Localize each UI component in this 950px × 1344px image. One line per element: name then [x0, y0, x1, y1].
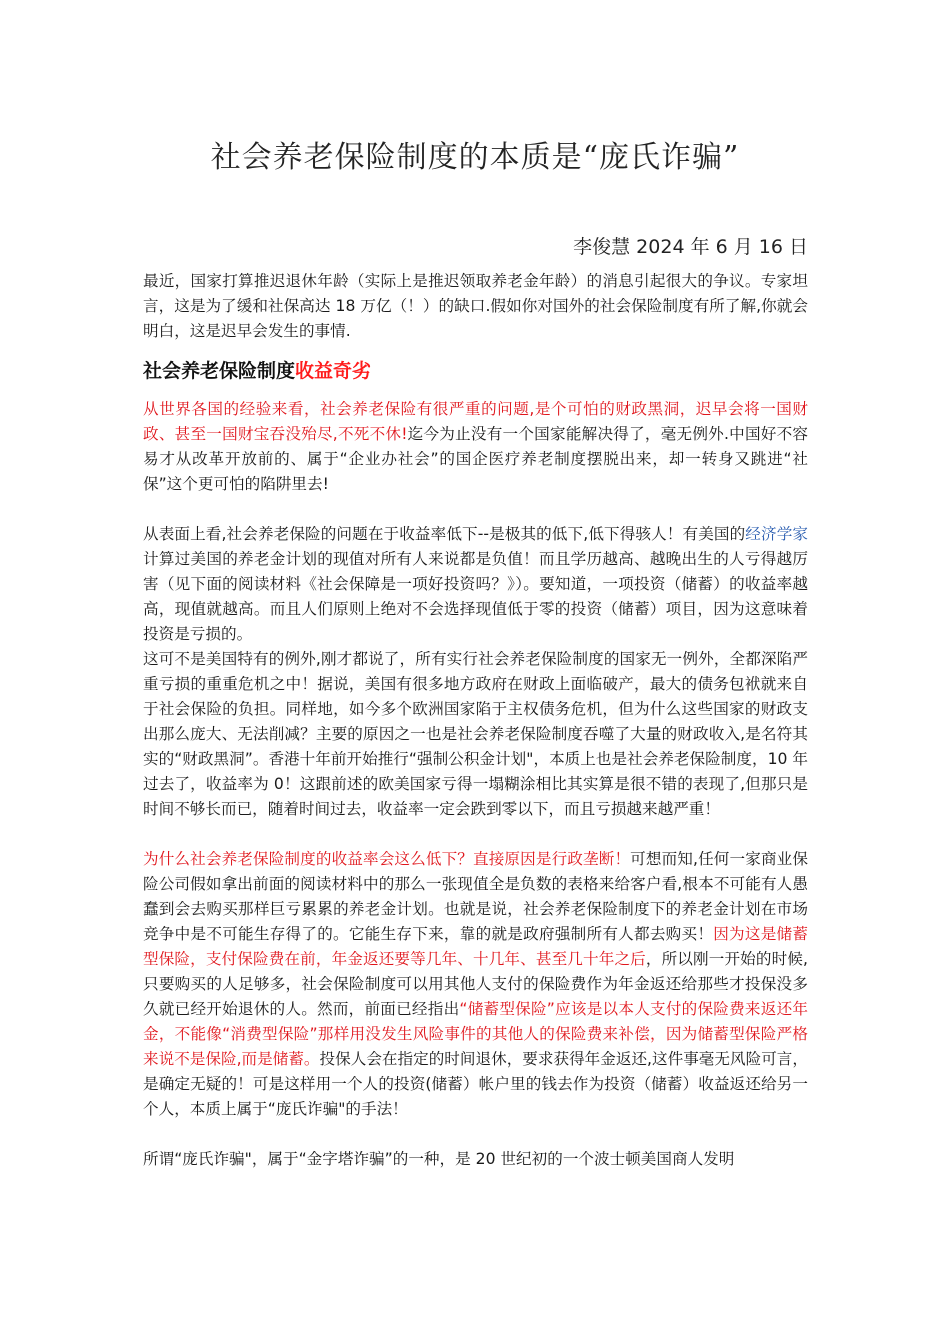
paragraph-2-text-b: 计算过美国的养老金计划的现值对所有人来说都是负值！而且学历越高、越晚出生的人亏得越厉害（见下面的阅读材料《社会保障是一项好投资吗？》）。要知道，一项投资（储蓄）的收益率越高，现值就越高。而且人们原则上绝对不会选择现值低于零的投资（储蓄）项目，因为这意味着投资是亏损的。	[143, 550, 808, 643]
paragraph-2	[143, 522, 808, 647]
main-body	[143, 397, 808, 1172]
paragraph-1-highlight: 从世界各国的经验来看，社会养老保险有很严重的问题,是个可怕的财政黑洞，迟早会将一国财政、甚至一国财宝吞没殆尽,不死不休!	[143, 400, 808, 443]
paragraph-1	[143, 397, 808, 497]
paragraph-4-highlight-1: 为什么社会养老保险制度的收益率会这么低下？直接原因是行政垄断！	[143, 850, 631, 868]
heading-text: 社会养老保险制度	[143, 360, 296, 382]
section-heading	[143, 356, 371, 383]
paragraph-gap	[143, 822, 808, 847]
heading-highlight: 收益奇劣	[295, 360, 372, 382]
paragraph-3: 这可不是美国特有的例外,刚才都说了，所有实行社会养老保险制度的国家无一例外，全都深陷严重亏损的重重危机之中！据说，美国有很多地方政府在财政上面临破产，最大的债务包袱就来自于社会保险的负担。同样地，如今多个欧洲国家陷于主权债务危机，但为什么这些国家的财政支出那么庞大、无法削减？主要的原因之一也是社会养老保险制度吞噬了大量的财政收入,是名符其实的“财政黑洞”。香港十年前开始推行“强制公积金计划"，本质上也是社会养老保险制度，10 年过去了，收益率为 0！这跟前述的欧美国家亏得一塌糊涂相比其实算是很不错的表现了,但那只是时间不够长而已，随着时间过去，收益率一定会跌到零以下，而且亏损越来越严重！	[143, 650, 808, 818]
paragraph-4-highlight-3: “储蓄型保险”应该是以本人支付的保险费来返还年金，不能像“消费型保险”那样用没发生风险事件的其他人的保险费来补偿，因为储蓄型保险严格来说不是保险,而是储蓄。	[143, 1000, 808, 1068]
paragraph-4-text-a: 可想而知,任何一家商业保险公司假如拿出前面的阅读材料中的那么一张现值全是负数的表格来给客户看,根本不可能有人愚蠢到会去购买那样巨亏累累的养老金计划。也就是说，社会养老保险制度下的养老金计划在市场竞争中是不可能生存得了的。它能生存下来，靠的就是政府强制所有人都去购买！	[143, 850, 808, 943]
paragraph-2-text-a: 从表面上看,社会养老保险的问题在于收益率低下--是极其的低下,低下得骇人！有美国的	[143, 525, 746, 543]
paragraph-4-text-c: 投保人会在指定的时间退休，要求获得年金返还,这件事毫无风险可言，是确定无疑的！可是这样用一个人的投资(储蓄）帐户里的钱去作为投资（储蓄）收益返还给另一个人，本质上属于“庞氏诈骗"的手法！	[143, 1050, 808, 1118]
paragraph-gap	[143, 1122, 808, 1147]
byline: 李俊慧 2024 年 6 月 16 日	[573, 236, 808, 258]
document-title: 社会养老保险制度的本质是“庞氏诈骗”	[210, 140, 740, 175]
paragraph-gap	[143, 497, 808, 522]
paragraph-4-highlight-2: 因为这是储蓄型保险，支付保险费在前，年金返还要等几年、十几年、甚至几十年之后	[143, 925, 808, 968]
paragraph-4-text-b: ，所以刚一开始的时候,只要购买的人足够多，社会保险制度可以用其他人支付的保险费作为年金返还给那些才投保没多久就已经开始退休的人。然而，前面已经指出	[143, 950, 808, 1018]
intro-paragraph: 最近，国家打算推迟退休年龄（实际上是推迟领取养老金年龄）的消息引起很大的争议。专家坦言，这是为了缓和社保高达 18 万亿（！）的缺口.假如你对国外的社会保险制度有所了解,你就会明白，这是迟早会发生的事情.	[143, 272, 808, 340]
paragraph-5: 所谓“庞氏诈骗"，属于“金字塔诈骗”的一种，是 20 世纪初的一个波士顿美国商人发明	[143, 1150, 735, 1168]
intro-block	[143, 269, 808, 344]
paragraph-1-text: 迄今为止没有一个国家能解决得了，毫无例外.中国好不容易才从改革开放前的、属于“企业办社会”的国企医疗养老制度摆脱出来，却一转身又跳进“社保”这个更可怕的陷阱里去!	[143, 425, 808, 493]
paragraph-4	[143, 847, 808, 1122]
economist-link[interactable]: 经济学家	[745, 525, 808, 543]
